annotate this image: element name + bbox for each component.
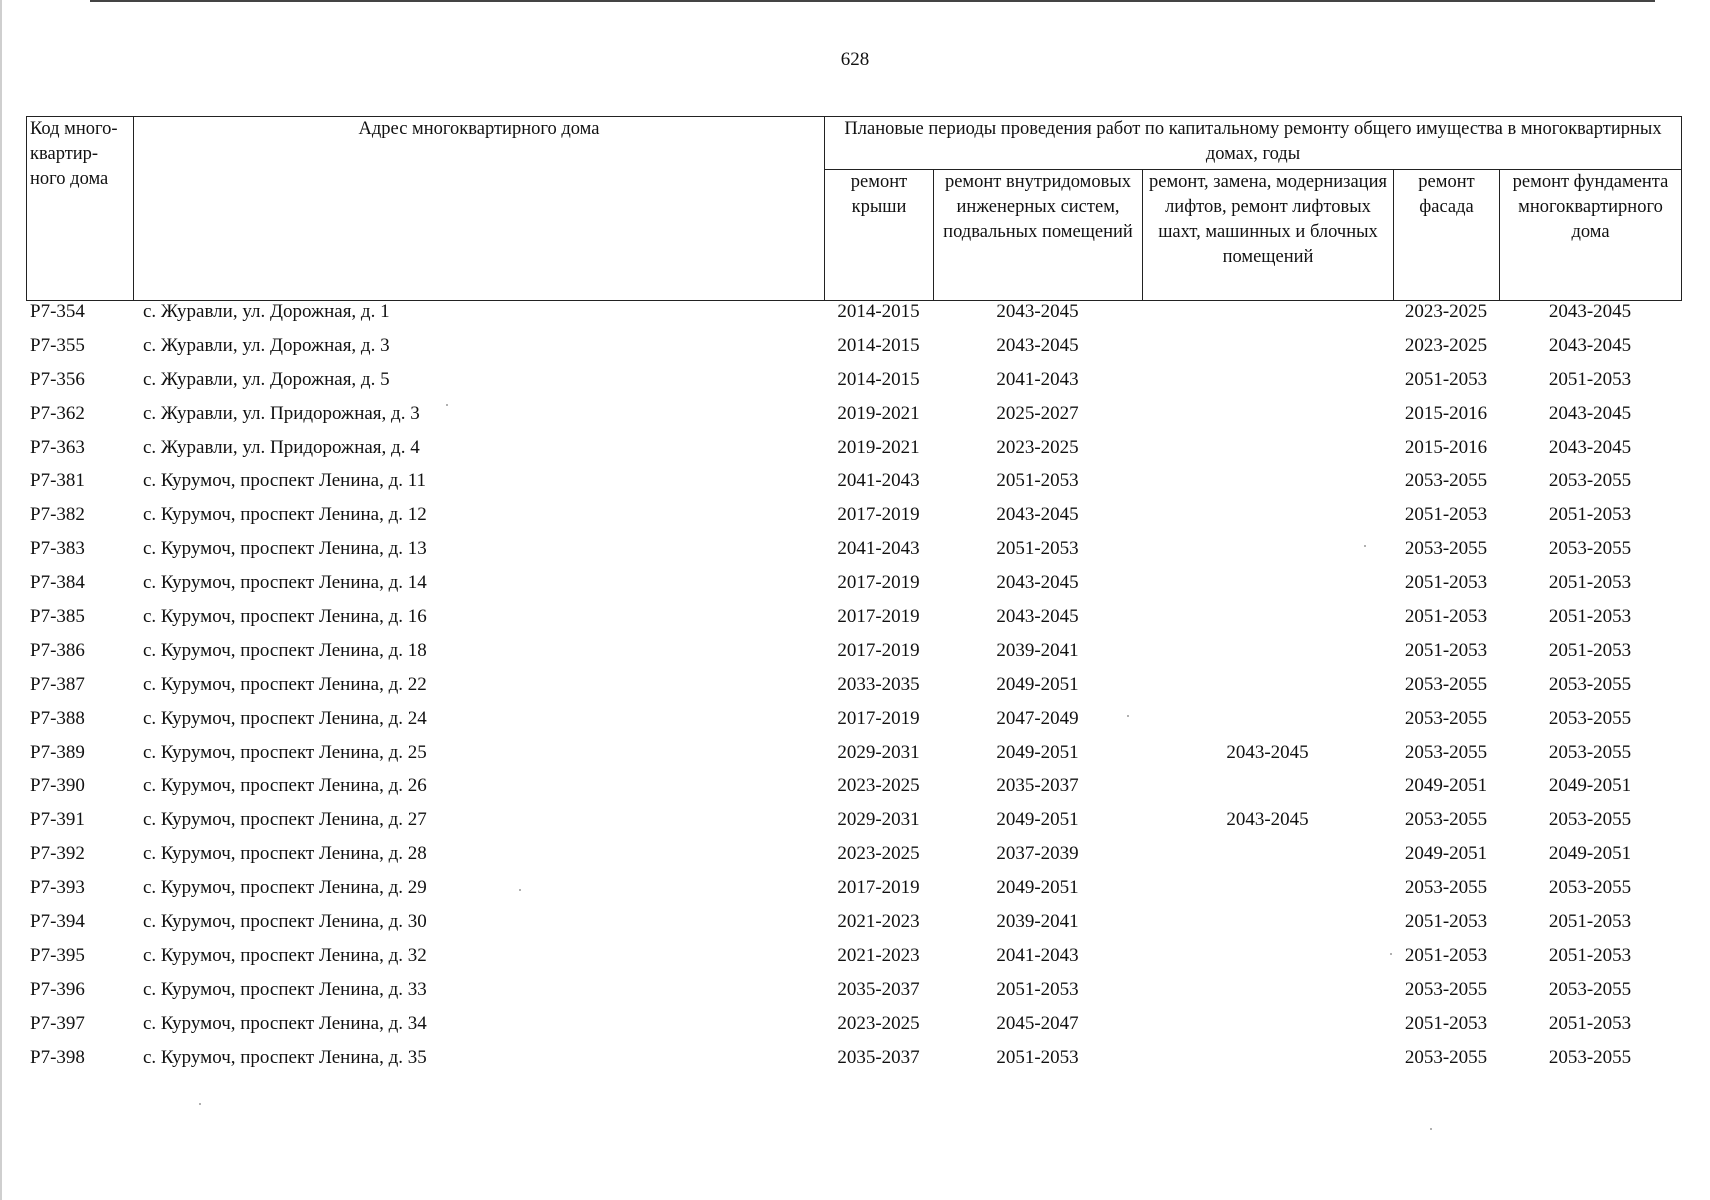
cell-facade: 2051-2053: [1404, 504, 1488, 526]
table-row: [26, 742, 1681, 776]
table-row: [26, 504, 1681, 538]
cell-foundation: 2053-2055: [1548, 470, 1632, 492]
table-row: [26, 335, 1681, 369]
table-row: [26, 403, 1681, 437]
cell-foundation: 2043-2045: [1548, 402, 1632, 424]
table-header: [26, 116, 1682, 301]
cell-facade: 2053-2055: [1404, 877, 1488, 899]
cell-address: с. Курумоч, проспект Ленина, д. 26: [143, 775, 427, 797]
cell-address: с. Журавли, ул. Дорожная, д. 5: [143, 368, 390, 390]
header-periods-group: Плановые периоды проведения работ по капитальному ремонту общего имущества в многоквартирных домах, годы: [825, 117, 1682, 170]
cell-address: с. Курумоч, проспект Ленина, д. 16: [143, 606, 427, 628]
header-elevators: ремонт, замена, модернизация лифтов, ремонт лифтовых шахт, машинных и блочных помещений: [1143, 170, 1394, 301]
cell-elevators: [1142, 301, 1393, 335]
cell-code: Р7-384: [30, 572, 85, 594]
table-row: [26, 606, 1681, 640]
cell-roof: 2023-2025: [837, 775, 920, 797]
cell-elevators: [1142, 979, 1393, 1013]
cell-facade: 2051-2053: [1404, 1012, 1488, 1034]
cell-facade: 2049-2051: [1404, 775, 1488, 797]
cell-code: Р7-387: [30, 673, 85, 695]
table-row: [26, 1013, 1681, 1047]
cell-facade: 2049-2051: [1404, 843, 1488, 865]
cell-engineering: 2051-2053: [996, 470, 1079, 492]
cell-roof: 2014-2015: [837, 368, 920, 390]
cell-foundation: 2053-2055: [1548, 707, 1632, 729]
cell-code: Р7-356: [30, 368, 85, 390]
cell-roof: 2017-2019: [837, 606, 920, 628]
cell-elevators: [1142, 403, 1393, 437]
cell-code: Р7-391: [30, 809, 85, 831]
cell-roof: 2014-2015: [837, 334, 920, 356]
cell-roof: 2033-2035: [837, 673, 920, 695]
cell-roof: 2041-2043: [837, 470, 920, 492]
table-row: [26, 437, 1681, 471]
cell-engineering: 2041-2043: [996, 368, 1079, 390]
cell-elevators: 2043-2045: [1226, 741, 1309, 763]
cell-engineering: 2043-2045: [996, 606, 1079, 628]
header-roof: ремонт крыши: [825, 170, 934, 301]
table-row: [26, 979, 1681, 1013]
scan-speck: [1390, 953, 1392, 955]
cell-code: Р7-362: [30, 402, 85, 424]
cell-code: Р7-388: [30, 707, 85, 729]
cell-code: Р7-383: [30, 538, 85, 560]
cell-elevators: [1142, 369, 1393, 403]
cell-engineering: 2045-2047: [996, 1012, 1079, 1034]
cell-foundation: 2053-2055: [1548, 978, 1632, 1000]
table-row: [26, 708, 1681, 742]
cell-foundation: 2051-2053: [1548, 572, 1632, 594]
cell-address: с. Курумоч, проспект Ленина, д. 27: [143, 809, 427, 831]
cell-elevators: [1142, 843, 1393, 877]
table-row: [26, 843, 1681, 877]
table-row: [26, 775, 1681, 809]
header-address: Адрес многоквартирного дома: [134, 117, 825, 301]
scan-speck: [1430, 1128, 1432, 1130]
cell-engineering: 2051-2053: [996, 538, 1079, 560]
cell-address: с. Курумоч, проспект Ленина, д. 35: [143, 1046, 427, 1068]
cell-facade: 2051-2053: [1404, 572, 1488, 594]
table-row: [26, 640, 1681, 674]
cell-elevators: [1142, 538, 1393, 572]
cell-roof: 2023-2025: [837, 1012, 920, 1034]
cell-elevators: [1142, 504, 1393, 538]
cell-facade: 2051-2053: [1404, 368, 1488, 390]
table-row: [26, 470, 1681, 504]
cell-engineering: 2043-2045: [996, 572, 1079, 594]
cell-facade: 2051-2053: [1404, 911, 1488, 933]
cell-engineering: 2051-2053: [996, 978, 1079, 1000]
cell-facade: 2053-2055: [1404, 470, 1488, 492]
cell-elevators: [1142, 877, 1393, 911]
cell-elevators: [1142, 1047, 1393, 1081]
table-row: [26, 877, 1681, 911]
cell-roof: 2017-2019: [837, 707, 920, 729]
cell-code: Р7-394: [30, 911, 85, 933]
page-number: 628: [840, 49, 870, 70]
cell-foundation: 2043-2045: [1548, 334, 1632, 356]
cell-facade: 2051-2053: [1404, 639, 1488, 661]
cell-engineering: 2041-2043: [996, 944, 1079, 966]
cell-facade: 2053-2055: [1404, 1046, 1488, 1068]
cell-engineering: 2023-2025: [996, 436, 1079, 458]
table-row: [26, 945, 1681, 979]
table-rows: [26, 301, 1681, 1080]
header-facade: ремонт фасада: [1394, 170, 1500, 301]
cell-code: Р7-393: [30, 877, 85, 899]
cell-foundation: 2051-2053: [1548, 911, 1632, 933]
cell-foundation: 2053-2055: [1548, 538, 1632, 560]
cell-address: с. Журавли, ул. Дорожная, д. 1: [143, 301, 390, 322]
cell-address: с. Курумоч, проспект Ленина, д. 11: [143, 470, 427, 492]
top-rule: [90, 0, 1655, 2]
cell-foundation: 2043-2045: [1548, 436, 1632, 458]
cell-roof: 2029-2031: [837, 741, 920, 763]
cell-foundation: 2053-2055: [1548, 673, 1632, 695]
cell-elevators: [1142, 606, 1393, 640]
cell-roof: 2021-2023: [837, 944, 920, 966]
cell-engineering: 2049-2051: [996, 673, 1079, 695]
cell-facade: 2051-2053: [1404, 944, 1488, 966]
cell-roof: 2021-2023: [837, 911, 920, 933]
cell-engineering: 2049-2051: [996, 877, 1079, 899]
scan-speck: [1127, 715, 1129, 717]
cell-elevators: [1142, 572, 1393, 606]
cell-address: с. Журавли, ул. Придорожная, д. 3: [143, 402, 420, 424]
cell-elevators: [1142, 640, 1393, 674]
cell-roof: 2029-2031: [837, 809, 920, 831]
cell-facade: 2053-2055: [1404, 978, 1488, 1000]
scan-edge: [0, 0, 2, 1200]
cell-address: с. Курумоч, проспект Ленина, д. 13: [143, 538, 427, 560]
cell-address: с. Курумоч, проспект Ленина, д. 28: [143, 843, 427, 865]
cell-roof: 2017-2019: [837, 639, 920, 661]
header-code: Код много- квартир- ного дома: [27, 117, 134, 301]
cell-roof: 2017-2019: [837, 572, 920, 594]
cell-address: с. Курумоч, проспект Ленина, д. 34: [143, 1012, 427, 1034]
cell-code: Р7-354: [30, 301, 85, 322]
cell-address: с. Курумоч, проспект Ленина, д. 14: [143, 572, 427, 594]
cell-roof: 2017-2019: [837, 504, 920, 526]
cell-foundation: 2043-2045: [1548, 301, 1632, 322]
cell-code: Р7-398: [30, 1046, 85, 1068]
cell-code: Р7-390: [30, 775, 85, 797]
table-row: [26, 809, 1681, 843]
cell-engineering: 2039-2041: [996, 911, 1079, 933]
cell-foundation: 2049-2051: [1548, 775, 1632, 797]
cell-elevators: [1142, 775, 1393, 809]
cell-foundation: 2051-2053: [1548, 944, 1632, 966]
cell-roof: 2019-2021: [837, 402, 920, 424]
cell-elevators: [1142, 708, 1393, 742]
cell-foundation: 2051-2053: [1548, 606, 1632, 628]
cell-code: Р7-396: [30, 978, 85, 1000]
cell-facade: 2053-2055: [1404, 538, 1488, 560]
table-row: [26, 1047, 1681, 1081]
cell-address: с. Курумоч, проспект Ленина, д. 24: [143, 707, 427, 729]
cell-foundation: 2053-2055: [1548, 809, 1632, 831]
cell-code: Р7-382: [30, 504, 85, 526]
cell-engineering: 2043-2045: [996, 504, 1079, 526]
cell-elevators: [1142, 470, 1393, 504]
cell-facade: 2053-2055: [1404, 673, 1488, 695]
cell-engineering: 2049-2051: [996, 809, 1079, 831]
cell-roof: 2019-2021: [837, 436, 920, 458]
cell-address: с. Журавли, ул. Придорожная, д. 4: [143, 436, 420, 458]
cell-engineering: 2025-2027: [996, 402, 1079, 424]
cell-engineering: 2037-2039: [996, 843, 1079, 865]
table-body: [26, 301, 1681, 1080]
cell-engineering: 2039-2041: [996, 639, 1079, 661]
scan-speck: [446, 404, 448, 406]
cell-engineering: 2035-2037: [996, 775, 1079, 797]
cell-facade: 2053-2055: [1404, 707, 1488, 729]
cell-code: Р7-392: [30, 843, 85, 865]
cell-code: Р7-355: [30, 334, 85, 356]
cell-foundation: 2051-2053: [1548, 368, 1632, 390]
cell-facade: 2023-2025: [1404, 334, 1488, 356]
cell-elevators: [1142, 1013, 1393, 1047]
cell-roof: 2035-2037: [837, 978, 920, 1000]
cell-facade: 2015-2016: [1404, 402, 1488, 424]
header-engineering: ремонт внутридомовых инженерных систем, подвальных помещений: [934, 170, 1143, 301]
cell-elevators: [1142, 945, 1393, 979]
cell-facade: 2051-2053: [1404, 606, 1488, 628]
cell-foundation: 2053-2055: [1548, 741, 1632, 763]
cell-roof: 2035-2037: [837, 1046, 920, 1068]
cell-roof: 2041-2043: [837, 538, 920, 560]
cell-address: с. Курумоч, проспект Ленина, д. 33: [143, 978, 427, 1000]
table-row: [26, 301, 1681, 335]
cell-foundation: 2051-2053: [1548, 504, 1632, 526]
scan-speck: [199, 1103, 201, 1105]
cell-foundation: 2049-2051: [1548, 843, 1632, 865]
cell-code: Р7-395: [30, 944, 85, 966]
cell-code: Р7-389: [30, 741, 85, 763]
cell-roof: 2023-2025: [837, 843, 920, 865]
cell-address: с. Курумоч, проспект Ленина, д. 30: [143, 911, 427, 933]
cell-code: Р7-385: [30, 606, 85, 628]
cell-address: с. Журавли, ул. Дорожная, д. 3: [143, 334, 390, 356]
cell-code: Р7-363: [30, 436, 85, 458]
scan-speck: [1364, 545, 1366, 547]
cell-facade: 2023-2025: [1404, 301, 1488, 322]
table-row: [26, 572, 1681, 606]
cell-address: с. Курумоч, проспект Ленина, д. 32: [143, 944, 427, 966]
cell-engineering: 2043-2045: [996, 301, 1079, 322]
cell-elevators: [1142, 911, 1393, 945]
cell-address: с. Курумоч, проспект Ленина, д. 25: [143, 741, 427, 763]
cell-address: с. Курумоч, проспект Ленина, д. 22: [143, 673, 427, 695]
cell-engineering: 2043-2045: [996, 334, 1079, 356]
cell-code: Р7-397: [30, 1012, 85, 1034]
cell-foundation: 2053-2055: [1548, 877, 1632, 899]
cell-address: с. Курумоч, проспект Ленина, д. 29: [143, 877, 427, 899]
cell-engineering: 2051-2053: [996, 1046, 1079, 1068]
cell-elevators: [1142, 335, 1393, 369]
cell-facade: 2015-2016: [1404, 436, 1488, 458]
cell-code: Р7-381: [30, 470, 85, 492]
cell-foundation: 2051-2053: [1548, 1012, 1632, 1034]
cell-engineering: 2047-2049: [996, 707, 1079, 729]
cell-facade: 2053-2055: [1404, 809, 1488, 831]
cell-foundation: 2053-2055: [1548, 1046, 1632, 1068]
cell-facade: 2053-2055: [1404, 741, 1488, 763]
cell-engineering: 2049-2051: [996, 741, 1079, 763]
cell-roof: 2014-2015: [837, 301, 920, 322]
cell-address: с. Курумоч, проспект Ленина, д. 12: [143, 504, 427, 526]
table-row: [26, 674, 1681, 708]
header-foundation: ремонт фундамента многоквартирного дома: [1500, 170, 1682, 301]
cell-code: Р7-386: [30, 639, 85, 661]
table-row: [26, 911, 1681, 945]
table-row: [26, 369, 1681, 403]
cell-elevators: [1142, 437, 1393, 471]
cell-elevators: [1142, 674, 1393, 708]
scan-speck: [519, 889, 521, 891]
cell-roof: 2017-2019: [837, 877, 920, 899]
cell-elevators: 2043-2045: [1226, 809, 1309, 831]
cell-address: с. Курумоч, проспект Ленина, д. 18: [143, 639, 427, 661]
cell-foundation: 2051-2053: [1548, 639, 1632, 661]
table-row: [26, 538, 1681, 572]
